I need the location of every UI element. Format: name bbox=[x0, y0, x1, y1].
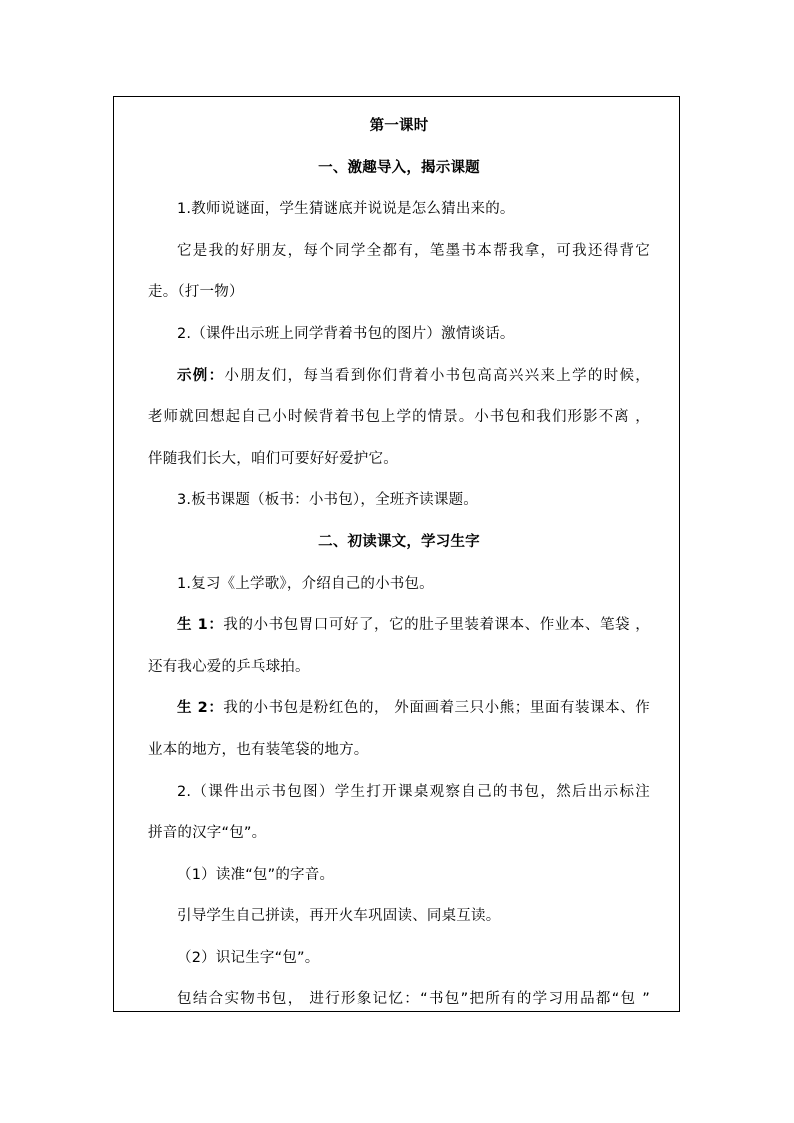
paragraph-line: （2）识记生字“包”。 bbox=[177, 949, 320, 966]
paragraph-line: 老师就回想起自己小时候背着书包上学的情景。小书包和我们形影不离 ， bbox=[148, 409, 650, 426]
paragraph-line: 包结合实物书包， 进行形象记忆：“书包”把所有的学习用品都“包 ” bbox=[177, 991, 650, 1008]
paragraph-line: 1.教师说谜面，学生猜谜底并说说是怎么猜出来的。 bbox=[177, 201, 515, 218]
section-title: 第一课时 bbox=[369, 118, 429, 134]
paragraph-line bbox=[148, 688, 650, 730]
document-body bbox=[148, 106, 650, 1012]
document-frame bbox=[113, 96, 680, 1012]
paragraph-text: 我的小书包胃口可好了，它的肚子里装着课本、作业本、笔袋 ， bbox=[223, 617, 650, 634]
student-1-label: 生 1： bbox=[177, 617, 224, 634]
paragraph-line: 1.复习《上学歌》，介绍自己的小书包。 bbox=[177, 575, 434, 592]
paragraph-line bbox=[148, 356, 650, 398]
paragraph-line: 走。（打一物） bbox=[148, 284, 244, 301]
example-label: 示例： bbox=[177, 367, 225, 384]
paragraph-text: 我的小书包是粉红色的， 外面画着三只小熊；里面有装课本、作 bbox=[223, 700, 650, 717]
paragraph-line: 业本的地方，也有装笔袋的地方。 bbox=[148, 741, 369, 758]
paragraph-line: 3.板书课题（板书：小书包），全班齐读课题。 bbox=[177, 492, 478, 509]
paragraph-line: 还有我心爱的乒乓球拍。 bbox=[148, 658, 310, 675]
paragraph-line: 引导学生自己拼读，再开火车巩固读、同桌互读。 bbox=[177, 908, 501, 925]
heading-2: 二、初读课文，学习生字 bbox=[318, 533, 480, 550]
paragraph-line: 伴随我们长大，咱们可要好好爱护它。 bbox=[148, 450, 398, 467]
paragraph-line: （1）读准“包”的字音。 bbox=[177, 866, 335, 883]
paragraph-text: 小朋友们，每当看到你们背着小书包高高兴兴来上学的时候， bbox=[224, 367, 650, 384]
heading-1: 一、激趣导入，揭示课题 bbox=[318, 159, 480, 176]
paragraph-line: 它是我的好朋友，每个同学全都有，笔墨书本帮我拿，可我还得背它 bbox=[177, 242, 650, 259]
paragraph-line: 拼音的汉字“包”。 bbox=[148, 825, 267, 842]
paragraph-line: 2.（课件出示班上同学背着书包的图片）激情谈话。 bbox=[177, 325, 515, 342]
paragraph-line bbox=[148, 605, 650, 647]
student-2-label: 生 2： bbox=[177, 700, 224, 717]
paragraph-line: 2.（课件出示书包图）学生打开课桌观察自己的书包，然后出示标注 bbox=[177, 783, 650, 800]
